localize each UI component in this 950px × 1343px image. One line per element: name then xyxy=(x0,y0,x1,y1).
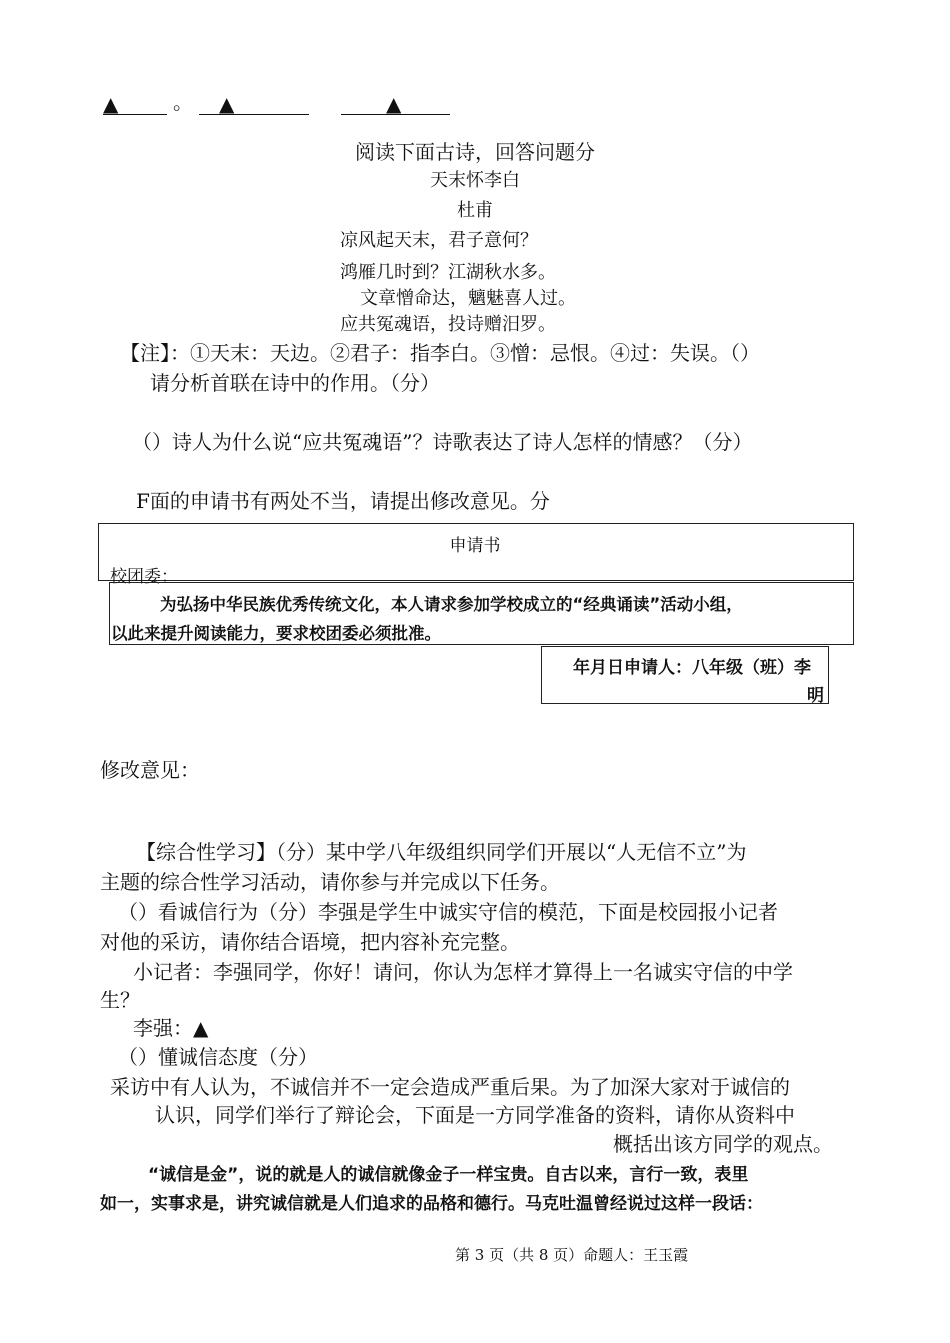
letter-body-line-2: 以此来提升阅读能力，要求校团委必须批准。 xyxy=(111,624,441,643)
task-1-line-1: （）看诚信行为（分）李强是学生中诚实守信的模范，下面是校园报小记者 xyxy=(118,900,778,924)
question-1: 请分析首联在诗中的作用。（分） xyxy=(150,371,440,395)
task-1-line-2: 对他的采访，请你结合语境，把内容补充完整。 xyxy=(100,930,520,954)
page-footer: 第 3 页（共 8 页）命题人：王玉霞 xyxy=(455,1246,689,1264)
letter-signature-line-2: 明 xyxy=(807,686,824,706)
poem-line-1: 凉风起天末，君子意何？ xyxy=(340,230,538,251)
letter-body-line-1: 为弘扬中华民族优秀传统文化，本人请求参加学校成立的“经典诵读”活动小组， xyxy=(160,595,743,614)
task-2-line-3: 概括出该方同学的观点。 xyxy=(613,1132,833,1156)
task-2-line-2: 认识，同学们举行了辩论会，下面是一方同学准备的资料，请你从资料中 xyxy=(155,1103,795,1127)
poem-title: 天末怀李白 xyxy=(430,170,520,191)
task-2-line-1: 采访中有人认为，不诚信并不一定会造成严重后果。为了加深大家对于诚信的 xyxy=(110,1075,790,1099)
reporter-question-line-1: 小记者：李强同学，你好！请问，你认为怎样才算得上一名诚实守信的中学 xyxy=(133,960,793,984)
poem-instruction: 阅读下面古诗，回答问题分 xyxy=(355,140,595,164)
poem-author: 杜甫 xyxy=(457,200,493,221)
answer-blanks-row xyxy=(103,86,450,115)
answer-blank-2[interactable]: ▲ xyxy=(199,92,309,115)
poem-line-2: 鸿雁几时到？江湖秋水多。 xyxy=(340,262,556,283)
letter-addressee: 校团委： xyxy=(110,567,178,587)
material-line-1: “诚信是金”，说的就是人的诚信就像金子一样宝贵。自古以来，言行一致，表里 xyxy=(148,1165,749,1185)
blank-period: 。 xyxy=(173,90,193,114)
application-instruction: F面的申请书有两处不当，请提出修改意见。分 xyxy=(136,489,550,513)
li-qiang-answer[interactable]: 李强：▲ xyxy=(133,1016,209,1040)
material-line-2: 如一，实事求是，讲究诚信就是人们追求的品格和德行。马克吐温曾经说过这样一段话： xyxy=(100,1194,763,1214)
answer-blank-1[interactable]: ▲ xyxy=(103,92,167,115)
poem-line-3: 文章憎命达，魑魅喜人过。 xyxy=(360,288,576,309)
comprehensive-intro-line-1: 【综合性学习】（分）某中学八年级组织同学们开展以“人无信不立”为 xyxy=(136,840,747,864)
letter-signature-line-1: 年月日申请人：八年级（班）李 xyxy=(573,658,811,678)
answer-blank-3[interactable]: ▲ xyxy=(341,92,450,115)
letter-title: 申请书 xyxy=(449,536,501,556)
comprehensive-intro-line-2: 主题的综合性学习活动，请你参与并完成以下任务。 xyxy=(100,870,560,894)
revision-label: 修改意见： xyxy=(100,758,200,782)
poem-line-4: 应共冤魂语，投诗赠汨罗。 xyxy=(340,314,556,335)
reporter-question-line-2: 生？ xyxy=(100,988,140,1012)
poem-note: 【注】：①天末：天边。②君子：指李白。③憎：忌恨。④过：失误。（） xyxy=(120,341,760,365)
task-2-title: （）懂诚信态度（分） xyxy=(118,1045,318,1069)
question-2: （）诗人为什么说“应共冤魂语”？诗歌表达了诗人怎样的情感？（分） xyxy=(132,430,753,454)
